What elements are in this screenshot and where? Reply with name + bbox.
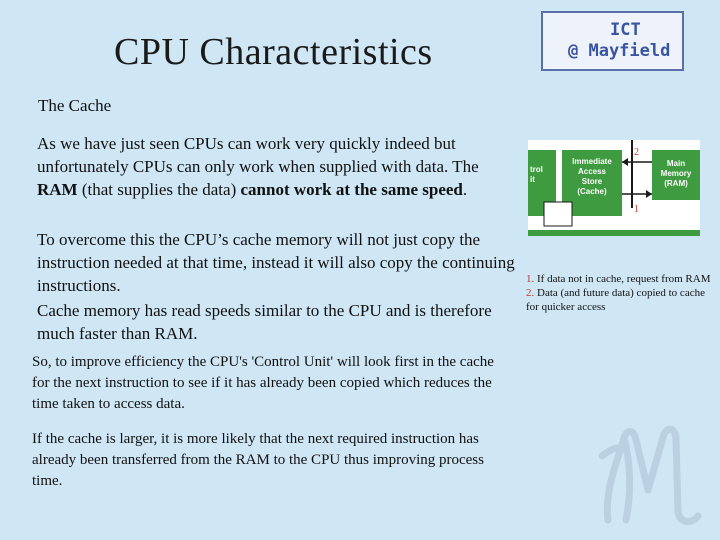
note-1-text: If data not in cache, request from RAM [534, 273, 711, 285]
cache-label-1: Immediate [572, 157, 612, 166]
arrow-bottom-number: 1 [634, 204, 639, 215]
note-1-number: 1. [526, 273, 535, 285]
note-2-text: Data (and future data) copied to cache for quicker access [526, 287, 705, 313]
logo-line-1: ICT [610, 20, 641, 40]
note-1 [526, 272, 711, 286]
arrow-bottom-head [646, 190, 652, 198]
slide-title: CPU Characteristics [114, 31, 433, 73]
ram-label-3: (RAM) [664, 179, 688, 188]
paragraph-efficiency: So, to improve efficiency the CPU's 'Control Unit' will look first in the cache for the next instruction to see if it has already been copied which reduces the time taken to access data. [32, 354, 494, 412]
monogram-svg [596, 420, 706, 535]
mayfield-monogram-icon [596, 420, 706, 535]
ram-label-1: Main [666, 159, 686, 168]
arrow-top-head [622, 158, 628, 166]
note-2-number: 2. [526, 287, 535, 299]
cache-diagram-svg [528, 140, 700, 236]
control-unit-label-1: trol [530, 165, 543, 174]
diagram-notes [526, 272, 711, 314]
paragraph-cache-copy: To overcome this the CPU’s cache memory will not just copy the instruction needed at that time, instead it will also copy the continuing instructions. [37, 230, 515, 295]
control-unit-label-2: it [530, 175, 535, 184]
note-2 [526, 286, 711, 314]
paragraph-read-speed: Cache memory has read speeds similar to the CPU and is therefore much faster than RAM. [37, 301, 492, 343]
intro-text-c: (that supplies the data) [77, 180, 241, 199]
cache-inner-box [544, 202, 572, 226]
intro-ram-bold: RAM [37, 180, 78, 199]
paragraph-cache-size: If the cache is larger, it is more likely that the next required instruction has already been transferred from the RAM to the CPU thus improving process time. [32, 431, 484, 489]
arrow-top-number: 2 [634, 147, 639, 158]
paragraph-intro [37, 132, 517, 201]
intro-text-a: As we have just seen CPUs can work very quickly indeed but unfortunately CPUs can only work when supplied with data. The [37, 134, 479, 176]
cache-label-3: Store [581, 177, 603, 186]
intro-speed-bold: cannot work at the same speed [240, 180, 463, 199]
diagram-bottom-bar [528, 230, 700, 236]
cache-diagram [528, 140, 700, 236]
logo-line-2: @ Mayfield [568, 41, 671, 61]
intro-text-e: . [462, 180, 468, 199]
ict-mayfield-logo [541, 11, 684, 71]
ram-label-2: Memory [660, 169, 692, 178]
cache-label-2: Access [577, 167, 607, 176]
cache-label-4: (Cache) [577, 187, 607, 196]
section-heading: The Cache [38, 96, 112, 115]
